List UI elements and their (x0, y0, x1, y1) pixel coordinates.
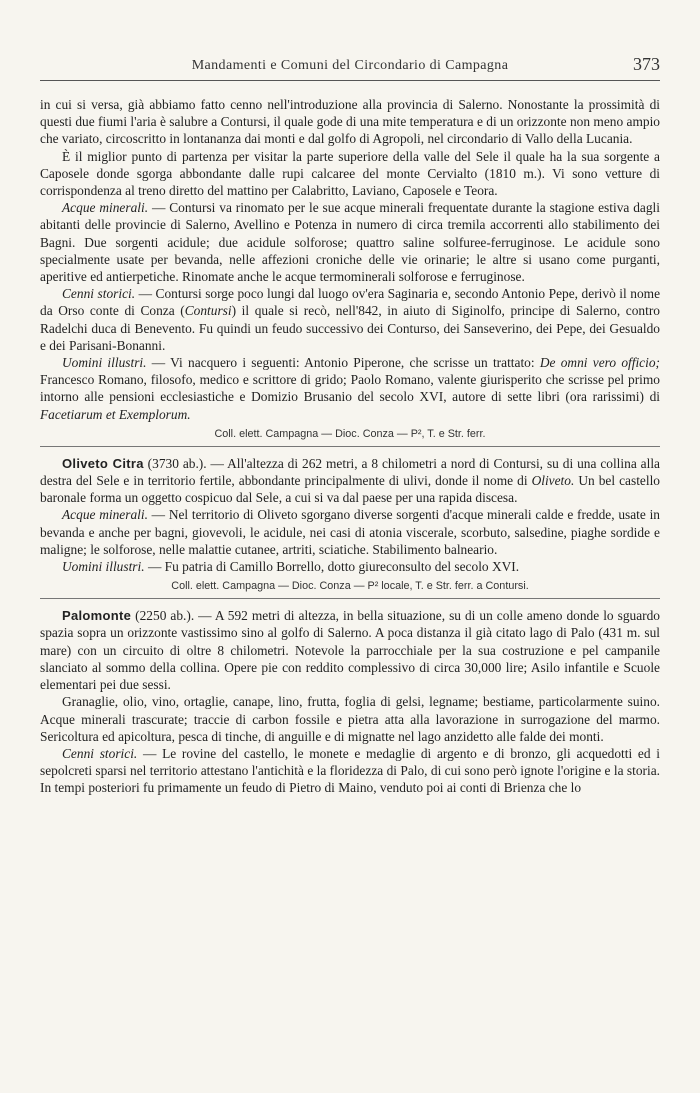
page-number: 373 (633, 54, 660, 74)
entry-population: (3730 ab.). (143, 455, 207, 471)
book-title: Facetiarum et Exemplorum. (40, 406, 191, 422)
oliveto-intro (40, 455, 660, 507)
section-text: — Vi nacquero i seguenti: Antonio Piperone, che scrisse un trattato: (146, 355, 540, 371)
italic-term: Contursi (184, 303, 232, 319)
section-rubric: Uomini illustri. (62, 559, 145, 575)
oliveto-collegio-line: Coll. elett. Campagna — Dioc. Conza — P² locale, T. e Str. ferr. a Contursi. (40, 579, 660, 599)
section-rubric: Acque minerali. (62, 507, 148, 523)
section-text: — A 592 metri di altezza, in bella situazione, su di un colle ameno donde lo sguardo spazia sopra un orizzonte vastissimo sino al golfo di Salerno. A poca distanza il già citato lago di Palo (431 m. sul mare) con un circuito di oltre 8 chilometri. Notevole la parrocchiale per la sua costruzione e pel campanile slanciato al sommo della collina. Opere pie con reddito complessivo di circa 30,000 lire; Asilo infantile e Scuole elementari pei due sessi. (40, 608, 661, 693)
section-text: — Fu patria di Camillo Borrello, dotto giureconsulto del secolo XVI. (144, 559, 520, 575)
entry-name: Palomonte (62, 608, 132, 624)
entry-population: (2250 ab.). (131, 608, 195, 624)
section-text: — All'altezza di 262 metri, a 8 chilometri a nord di Contursi, su di una collina alla destra del Sele e in territorio fertile, abbondante principalmente di ulivi, donde il nome di (40, 455, 661, 489)
section-text: Francesco Romano, filosofo, medico e scrittore di grido; Paolo Romano, valente giurisperito che scrisse pel primo intorno alle pensioni ecclesiastiche e Domizio Brusanio del secolo XVI, autore di sette libri (ora rarissimi) di (40, 372, 660, 405)
section-text: — Le rovine del castello, le monete e medaglie di argento e di bronzo, gli acquedotti ed i sepolcreti sparsi nel territorio attestano l'antichità e la floridezza di Palo, di cui sono però ignote l'origine e la storia. In tempi posteriori fu primamente un feudo di Pietro di Maino, venduto poi ai conti di Brienza che lo (40, 745, 661, 796)
section-text: — Contursi va rinomato per le sue acque minerali frequentate durante la stagione estiva dagli abitanti delle provincie di Salerno, Avellino e Potenza in numero di circa tremila accorrenti allo stabilimento dei Bagni. Due sorgenti acidule; due acidule solforose; quattro saline solfuree-ferruginose. Le acidule sono specialmente usate per bevanda, nelle affezioni croniche delle vie orinarie; le altre si usano come purganti, aperitive ed antierpetiche. Rinomate anche le acque termominerali solforose e ferruginose. (40, 200, 660, 285)
palomonte-intro (40, 607, 660, 693)
section-rubric: Cenni storici. (62, 286, 136, 302)
oliveto-uomini-illustri (40, 558, 660, 575)
section-rubric: Cenni storici. (62, 745, 138, 761)
section-text: Un bel castello baronale forma un oggetto cospicuo dal Sele, a cui si va dal paese per una rapida discesa. (40, 473, 660, 506)
palomonte-products: Granaglie, olio, vino, ortaglie, canape, lino, frutta, foglia di gelsi, legname; bestiame, particolarmente suino. Acque minerali trascurate; traccie di carbon fossile e pietra atta alla lavorazione in surrogazione del marmo. Sericoltura ed apicoltura, pesca di tinche, di anguille e di mignatte nel lago anzidetto alle falde dei monti. (40, 694, 660, 744)
section-text: ) il quale si recò, nell'842, in aiuto di Siginolfo, principe di Salerno, contro Radelchi duca di Benevento. Fu quindi un feudo successivo dei Conturso, dei Sanseverino, dei Pepe, dei Gesualdo e dei Parisani-Bonanni. (40, 303, 660, 353)
running-header (40, 54, 660, 81)
section-text: — Contursi sorge poco lungi dal luogo ov'era Saginaria e, secondo Antonio Pepe, derivò il nome da Orso conte di Conza ( (40, 286, 661, 319)
italic-term: Oliveto. (531, 473, 575, 489)
contursi-acque-minerali (40, 199, 660, 285)
section-rubric: Uomini illustri. (62, 355, 147, 371)
contursi-collegio-line: Coll. elett. Campagna — Dioc. Conza — P², T. e Str. ferr. (40, 427, 660, 447)
section-rubric: Acque minerali. (62, 200, 149, 216)
oliveto-acque-minerali (40, 506, 660, 558)
contursi-cenni-storici (40, 285, 660, 354)
page-body (40, 96, 660, 797)
book-title: De omni vero officio; (539, 355, 660, 371)
contursi-paragraph-rivers: in cui si versa, già abbiamo fatto cenno nell'introduzione alla provincia di Salerno. Nonostante la prossimità di questi due fiumi l'aria è salubre a Contursi, il quale gode di una mite temperatura e di un orizzonte non meno ampio che variato, circoscritto in lontananza dai monti e dal golfo di Agropoli, nel circondario di Vallo della Lucania. (40, 97, 660, 147)
contursi-paragraph-sele: È il miglior punto di partenza per visitar la parte superiore della valle del Sele il quale ha la sua sorgente a Caposele donde sgorga abbondante dalle rupi calcaree del monte Cervialto (1810 m.). Vi sono vetture di corrispondenza al treno diretto del mattino per Calabritto, Laviano, Caposele e Teora. (40, 148, 660, 199)
running-title: Mandamenti e Comuni del Circondario di Campagna (191, 58, 509, 73)
contursi-uomini-illustri (40, 354, 660, 423)
palomonte-cenni-storici (40, 745, 660, 797)
section-text: — Nel territorio di Oliveto sgorgano diverse sorgenti d'acque minerali calde e fredde, usate in bevanda e anche per bagni, giovevoli, le acidule, nei casi di atonia viscerale, scorbuto, salsedine, piaghe sordide e maligne; le solforose, nelle malattie cutanee, artriti, sciatiche. Stabilimento balneario. (40, 507, 661, 557)
entry-name: Oliveto Citra (62, 455, 144, 471)
